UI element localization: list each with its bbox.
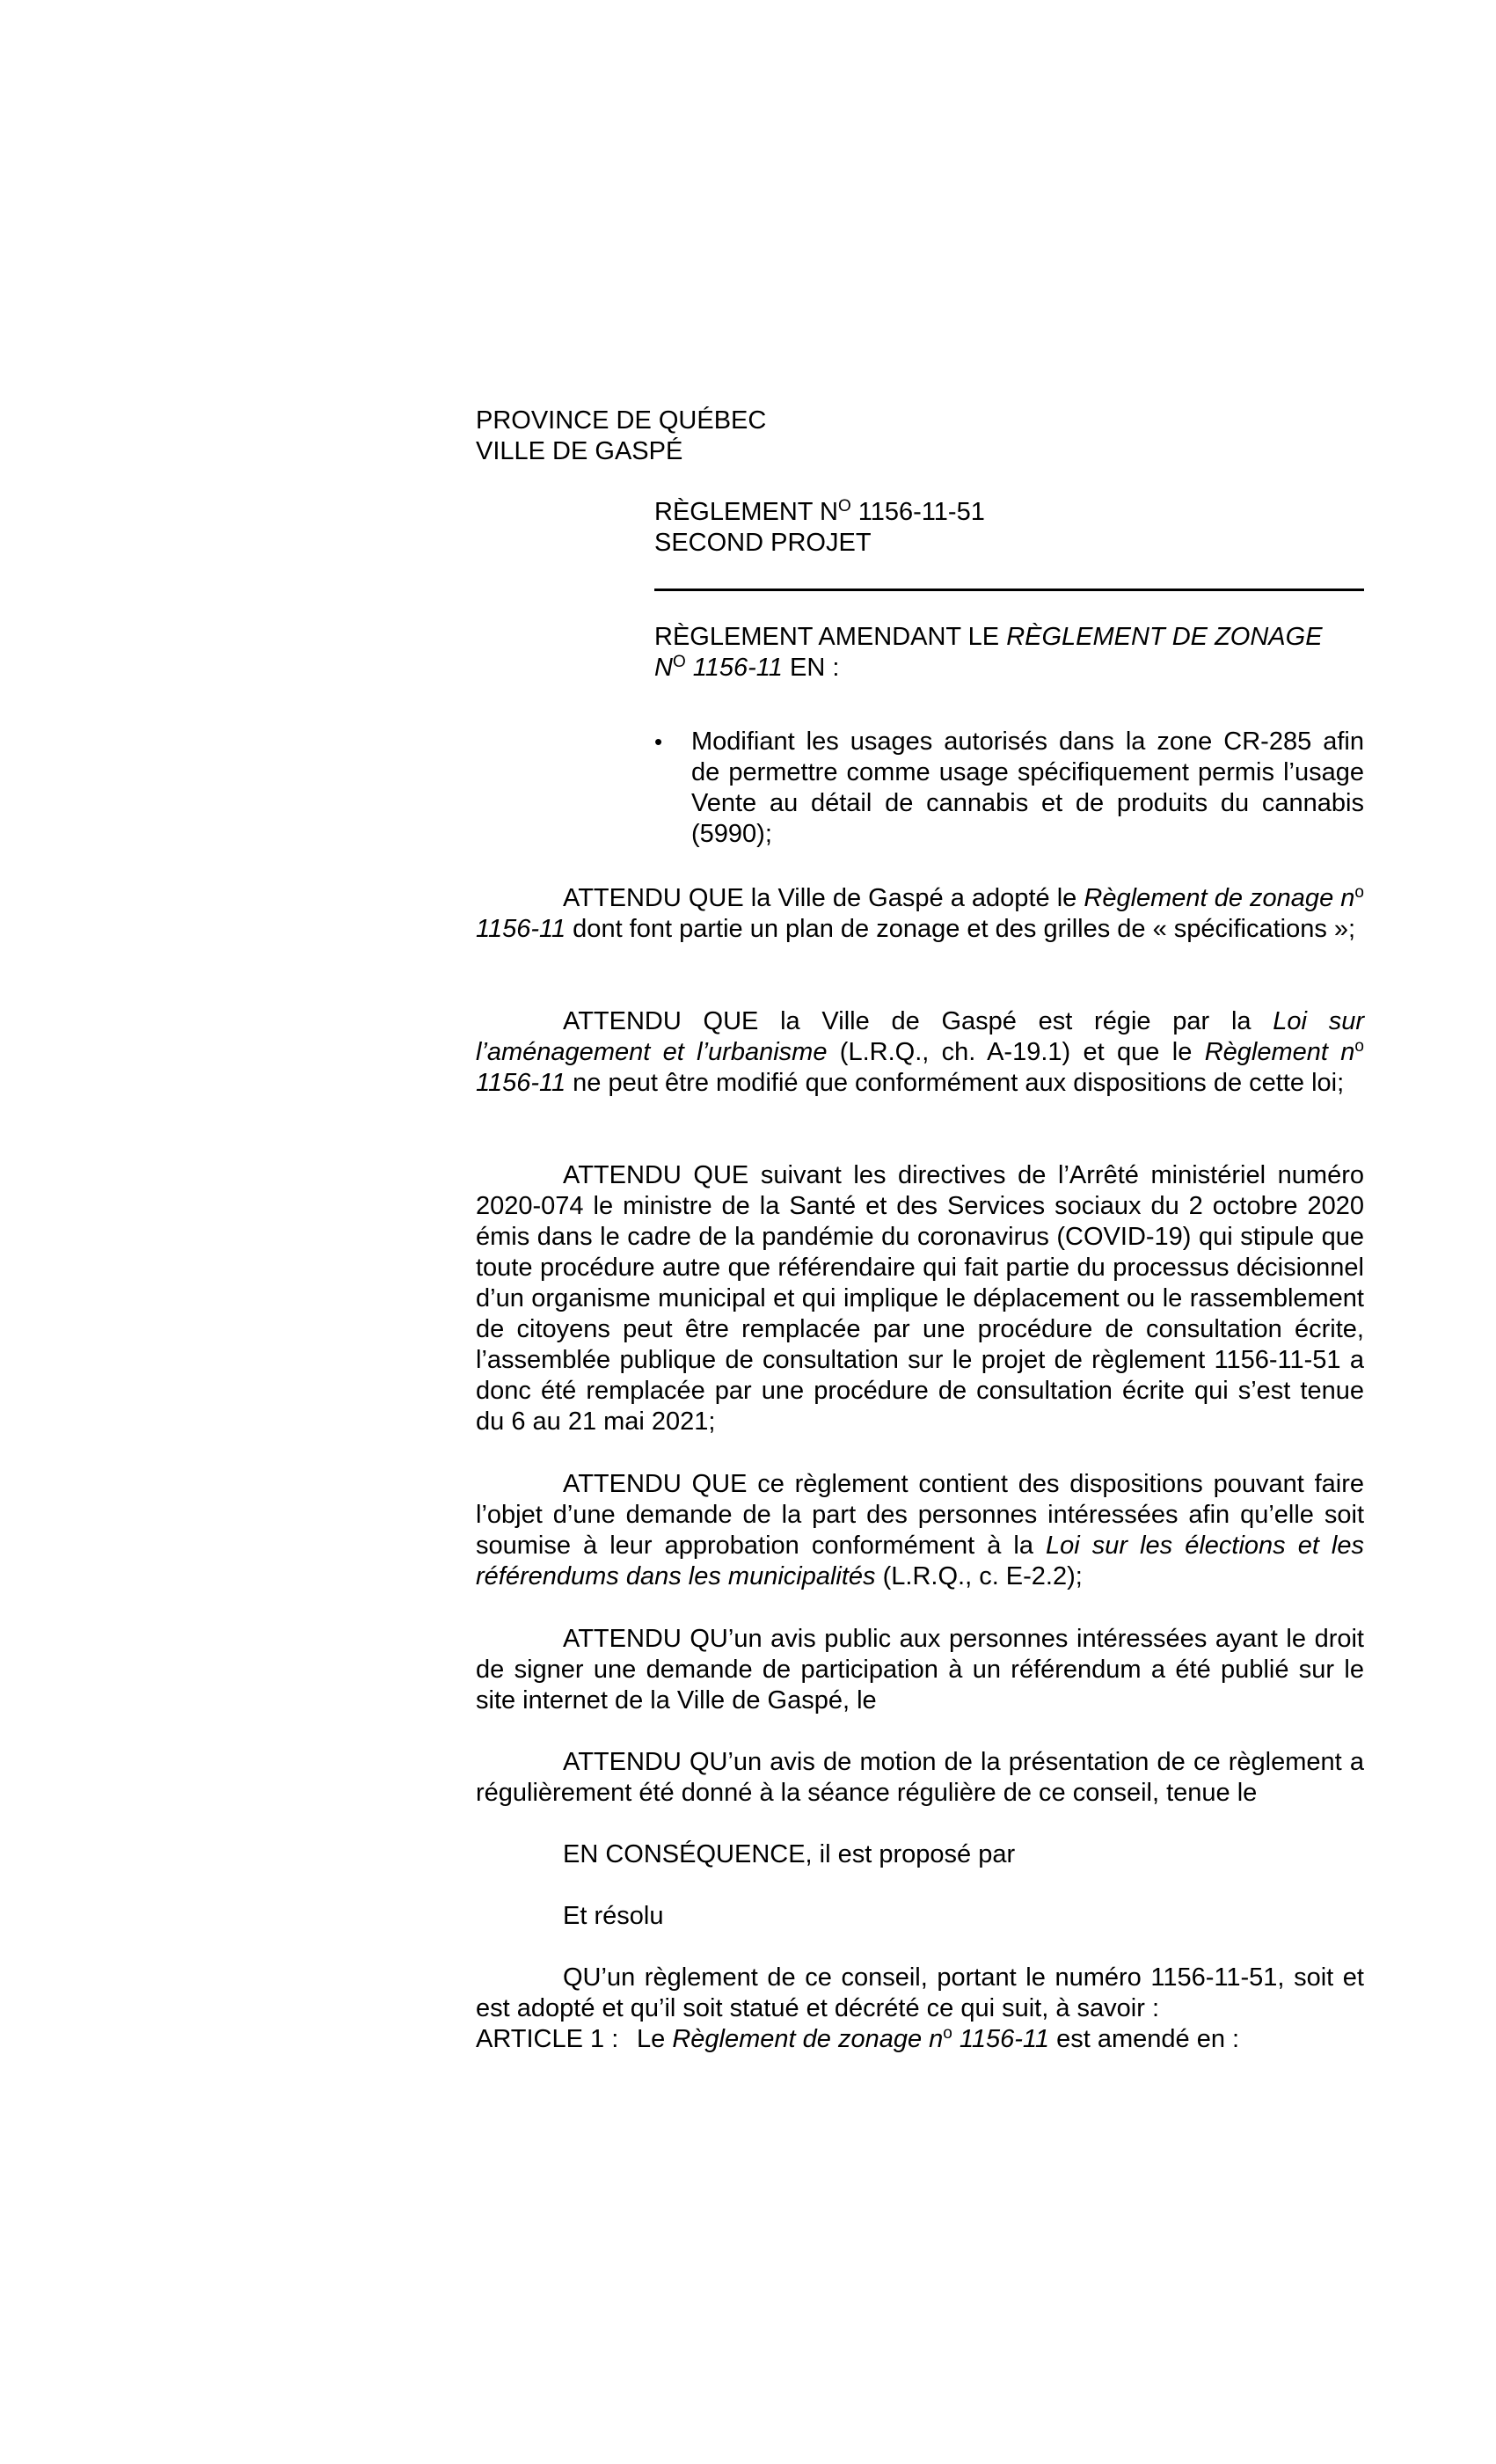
article-1: ARTICLE 1 : Le Règlement de zonage $n^o$ 1156-11 est amendé en : [476,2024,1240,2053]
paragraph-attendu-2: ATTENDU QUE la Ville de Gaspé est régie par la Loi sur l’aménagement et l’urbanisme (L.R.Q., ch. A-19.1) et que le Règlement $n^o$ 1156-11 ne peut être modifié que conformément aux dispositions de cette loi; [476,1007,1364,1097]
article-1-label: ARTICLE 1 : [476,2025,619,2053]
paragraph-attendu-1: ATTENDU QUE la Ville de Gaspé a adopté le Règlement de zonage $n^o$ 1156-11 dont font partie un plan de zonage et des grilles de « spécifications »; [476,883,1364,943]
paragraph-attendu-6: ATTENDU QU’un avis de motion de la présentation de ce règlement a régulièrement été donné à la séance régulière de ce conseil, tenue le [476,1748,1364,1807]
paragraph-attendu-5: ATTENDU QU’un avis public aux personnes intéressées ayant le droit de signer une demande de participation à un référendum a été publié sur le site internet de la Ville de Gaspé, le [476,1625,1364,1715]
reglement-number: RÈGLEMENT $N^O$ 1156-11-51 [654,497,985,526]
paragraph-resolu: Et résolu [563,1902,664,1930]
bullet-item-text: Modifiant les usages autorisés dans la zone CR-285 afin de permettre comme usage spécifiquement permis l’usage Vente au détail de cannabis et de produits du cannabis (5990); [691,728,1364,848]
amendment-title: RÈGLEMENT AMENDANT LE RÈGLEMENT DE ZONAGE $N^O$ 1156-11 EN : [654,623,1323,682]
paragraph-attendu-4: ATTENDU QUE ce règlement contient des dispositions pouvant faire l’objet d’une demande de la part des personnes intéressées afin qu’elle soit soumise à leur approbation conformément à la Loi sur les élections et les référendums dans les municipalités (L.R.Q., c. E-2.2); [476,1470,1364,1590]
header-block [476,406,766,467]
ville-label: VILLE DE GASPÉ [476,437,683,465]
bullet-icon: • [654,728,663,755]
paragraph-adoption: QU’un règlement de ce conseil, portant le numéro 1156-11-51, soit et est adopté et qu’il soit statué et décrété ce qui suit, à savoir : [476,1963,1364,2022]
reglement-number-block [654,497,985,559]
paragraph-consequence: EN CONSÉQUENCE, il est proposé par [563,1840,1016,1868]
province-label: PROVINCE DE QUÉBEC [476,406,767,435]
divider-rule [654,589,1364,591]
paragraph-attendu-3: ATTENDU QUE suivant les directives de l’Arrêté ministériel numéro 2020-074 le ministre de la Santé et des Services sociaux du 2 octobre 2020 émis dans le cadre de la pandémie du coronavirus (COVID-19) qui stipule que toute procédure autre que référendaire qui fait partie du processus décisionnel d’un organisme municipal et qui implique le déplacement ou le rassemblement de citoyens peut être remplacée par une procédure de consultation écrite, l’assemblée publique de consultation sur le projet de règlement 1156-11-51 a donc été remplacée par une procédure de consultation écrite qui s’est tenue du 6 au 21 mai 2021; [476,1161,1364,1436]
projet-label: SECOND PROJET [654,529,872,557]
